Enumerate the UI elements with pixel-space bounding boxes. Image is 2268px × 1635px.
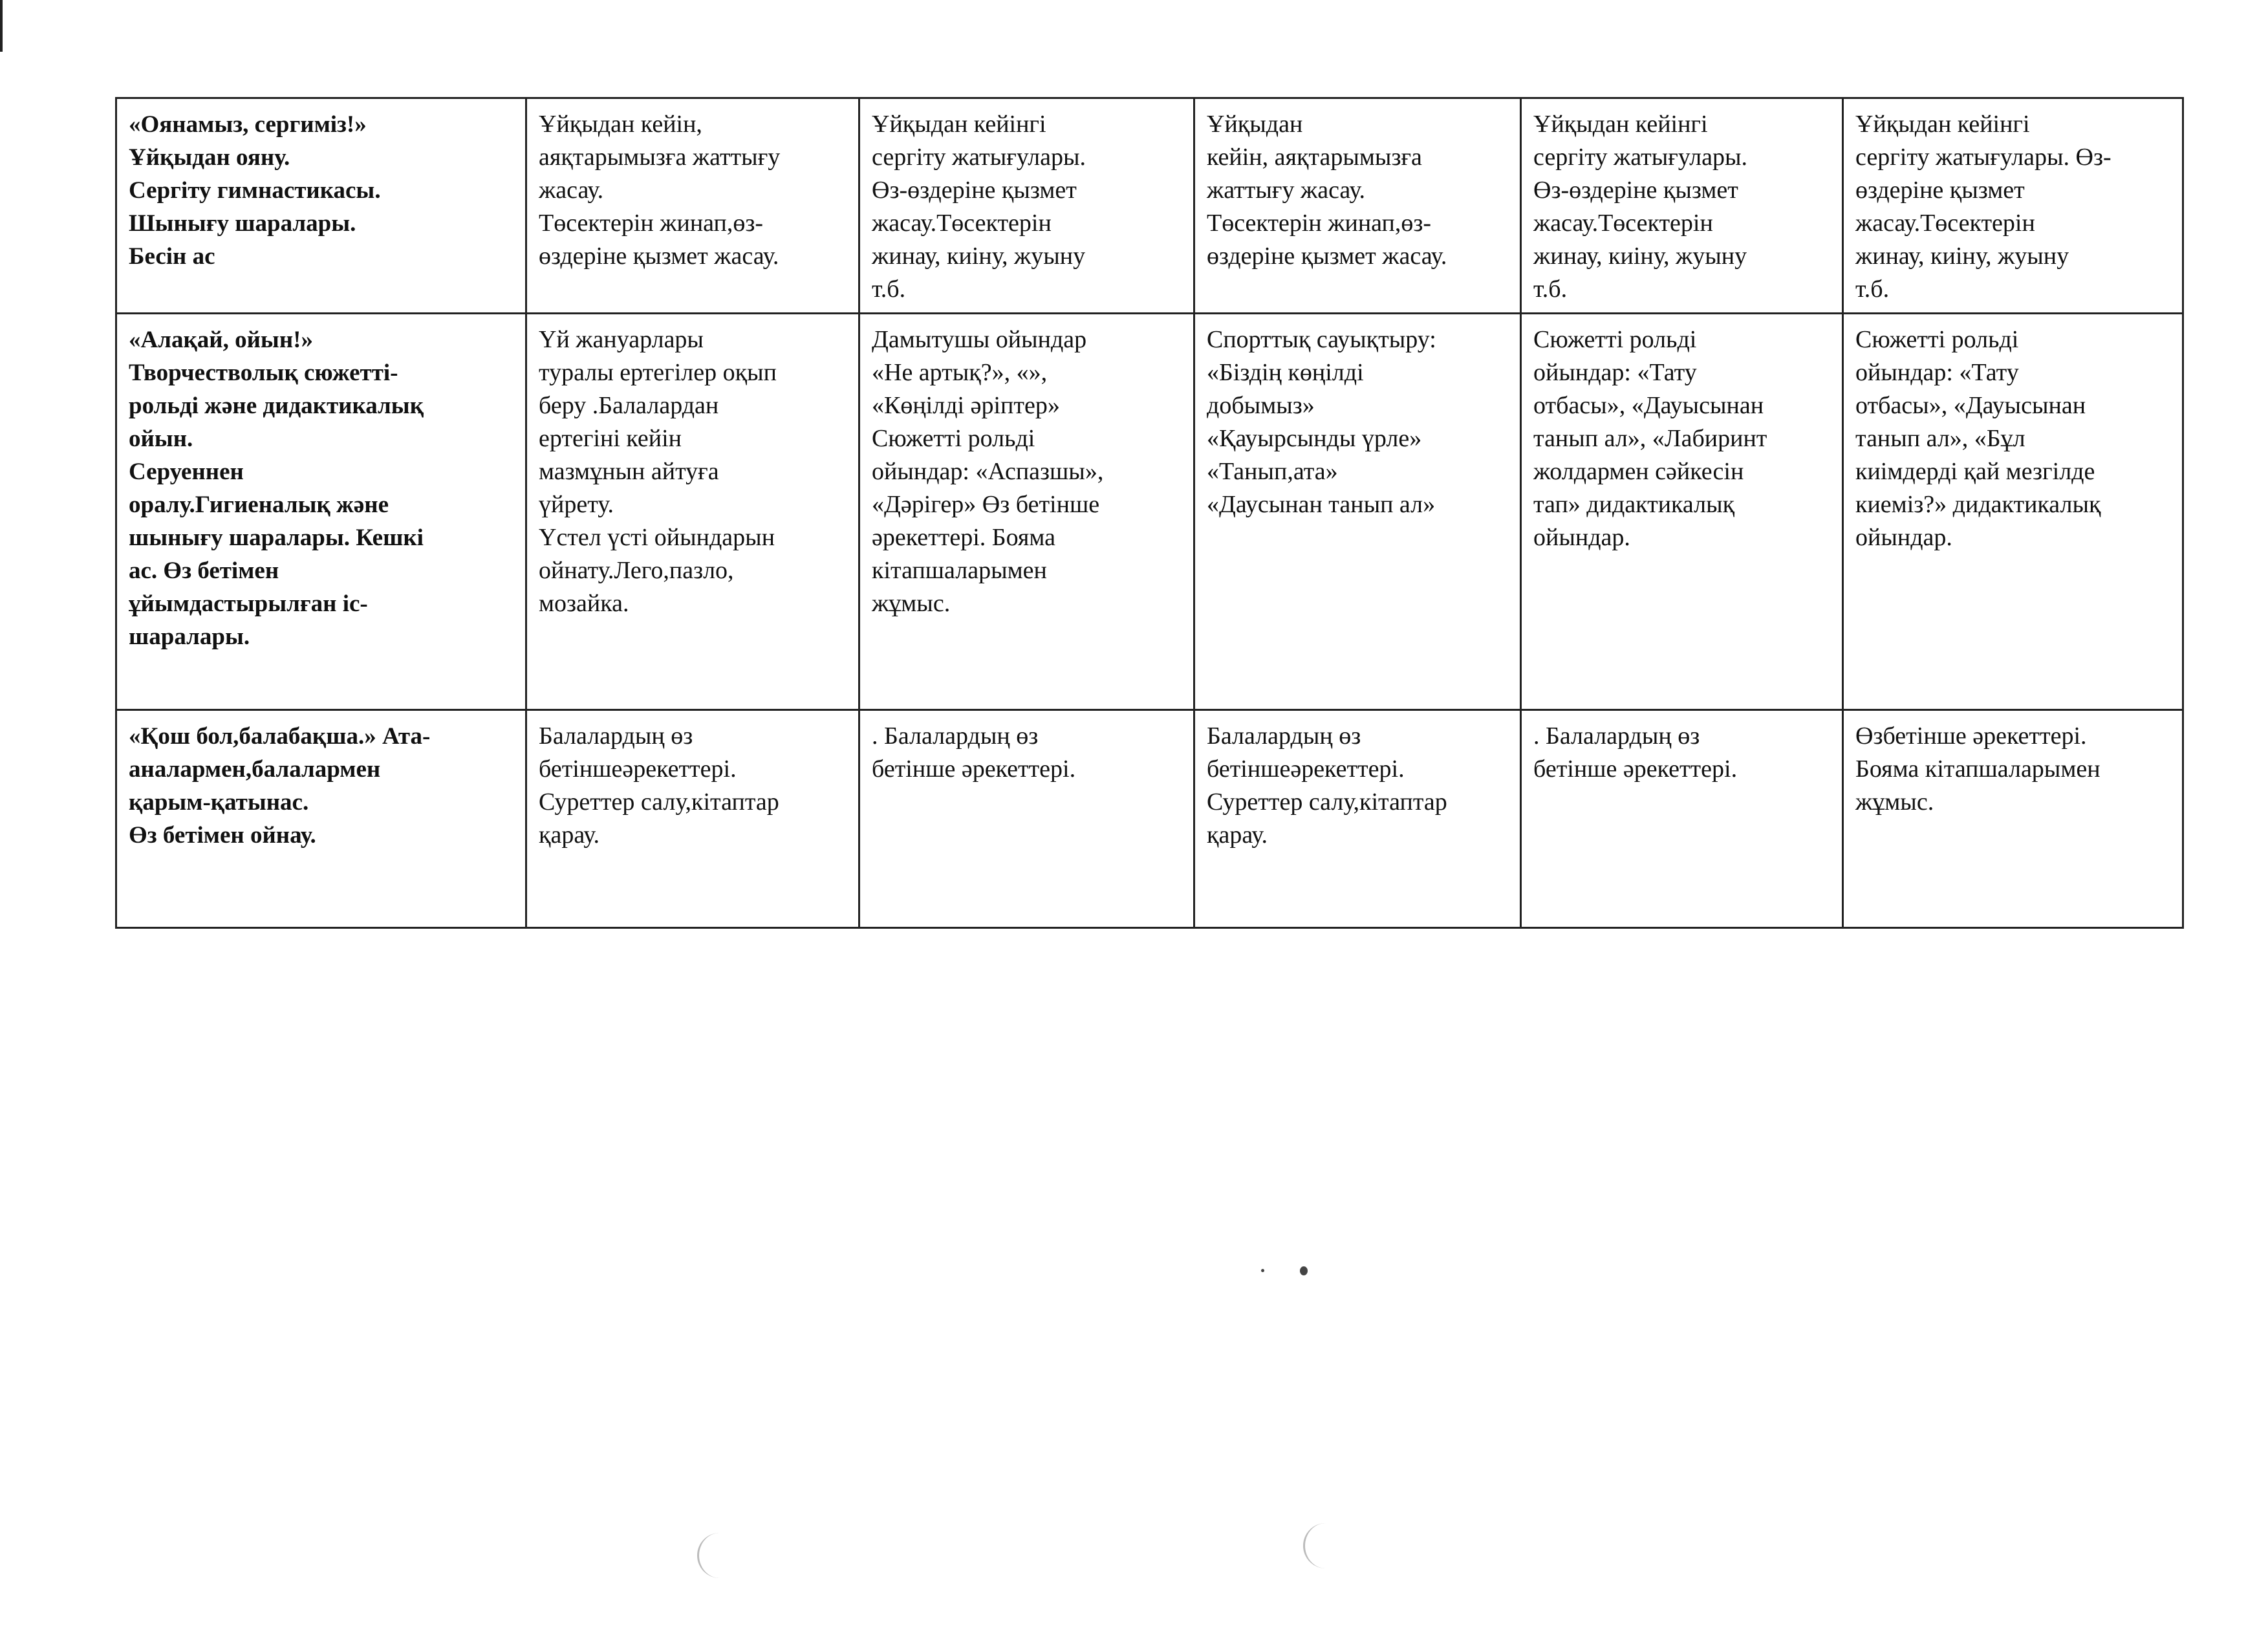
cell-wakeup-wednesday: Ұйқыдан кейін, аяқтарымызға жаттығу жасау. Төсектерін жинап,өз- өздеріне қызмет жасау.: [1194, 98, 1521, 314]
punch-hole-mark: [1303, 1523, 1328, 1568]
cell-goodbye-friday: Өзбетінше әрекеттері. Бояма кітапшаларымен жұмыс.: [1843, 710, 2183, 928]
cell-games-monday: Үй жануарлары туралы ертегілер оқып беру .Балалардан ертегіні кейін мазмұнын айтуға үйрету. Үстел үсті ойындарын ойнату.Лего,пазло, мозайка.: [526, 314, 859, 710]
row-label-goodbye: «Қош бол,балабақша.» Ата- аналармен,балалармен қарым-қатынас. Өз бетімен ойнау.: [116, 710, 526, 928]
table-row-games: [116, 314, 2183, 710]
table-row-goodbye: [116, 710, 2183, 928]
cell-games-friday: Сюжетті рольді ойындар: «Тату отбасы», «Дауысынан танып ал», «Бұл киімдерді қай мезгілде киеміз?» дидактикалық ойындар.: [1843, 314, 2183, 710]
cell-games-thursday: Сюжетті рольді ойындар: «Тату отбасы», «Дауысынан танып ал», «Лабиринт жолдармен сәйкесін тап» дидактикалық ойындар.: [1521, 314, 1843, 710]
cell-games-wednesday: Спорттық сауықтыру: «Біздің көңілді добымыз» «Қауырсынды үрле» «Танып,ата» «Даусынан танып ал»: [1194, 314, 1521, 710]
scan-speck: [1261, 1269, 1264, 1272]
row-label-games: «Алақай, ойын!» Творчестволық сюжетті- рольді және дидактикалық ойын. Серуеннен оралу.Гигиеналық және шынығу шаралары. Кешкі ас. Өз бетімен ұйымдастырылған іс- шаралары.: [116, 314, 526, 710]
cell-wakeup-friday: Ұйқыдан кейінгі сергіту жатығулары. Өз- өздеріне қызмет жасау.Төсектерін жинау, киіну, жуыну т.б.: [1843, 98, 2183, 314]
punch-hole-mark: [697, 1533, 722, 1578]
daily-plan-table: [115, 97, 2184, 929]
cell-goodbye-wednesday: Балалардың өз бетіншеәрекеттері. Суреттер салу,кітаптар қарау.: [1194, 710, 1521, 928]
cell-goodbye-tuesday: . Балалардың өз бетінше әрекеттері.: [859, 710, 1194, 928]
scan-edge-mark: [0, 0, 3, 52]
table-row-wakeup: [116, 98, 2183, 314]
cell-games-tuesday: Дамытушы ойындар «Не артық?», «», «Көңілді әріптер» Сюжетті рольді ойындар: «Аспазшы», «Дәрігер» Өз бетінше әрекеттері. Бояма кітапшаларымен жұмыс.: [859, 314, 1194, 710]
scan-speck: [1300, 1266, 1308, 1275]
cell-goodbye-thursday: . Балалардың өз бетінше әрекеттері.: [1521, 710, 1843, 928]
cell-wakeup-thursday: Ұйқыдан кейінгі сергіту жатығулары. Өз-өздеріне қызмет жасау.Төсектерін жинау, киіну, жуыну т.б.: [1521, 98, 1843, 314]
cell-wakeup-tuesday: Ұйқыдан кейінгі сергіту жатығулары. Өз-өздеріне қызмет жасау.Төсектерін жинау, киіну, жуыну т.б.: [859, 98, 1194, 314]
cell-wakeup-monday: Ұйқыдан кейін, аяқтарымызға жаттығу жасау. Төсектерін жинап,өз- өздеріне қызмет жасау.: [526, 98, 859, 314]
cell-goodbye-monday: Балалардың өз бетіншеәрекеттері. Суреттер салу,кітаптар қарау.: [526, 710, 859, 928]
row-label-wakeup: «Оянамыз, сергиміз!» Ұйқыдан ояну. Сергіту гимнастикасы. Шынығу шаралары. Бесін ас: [116, 98, 526, 314]
